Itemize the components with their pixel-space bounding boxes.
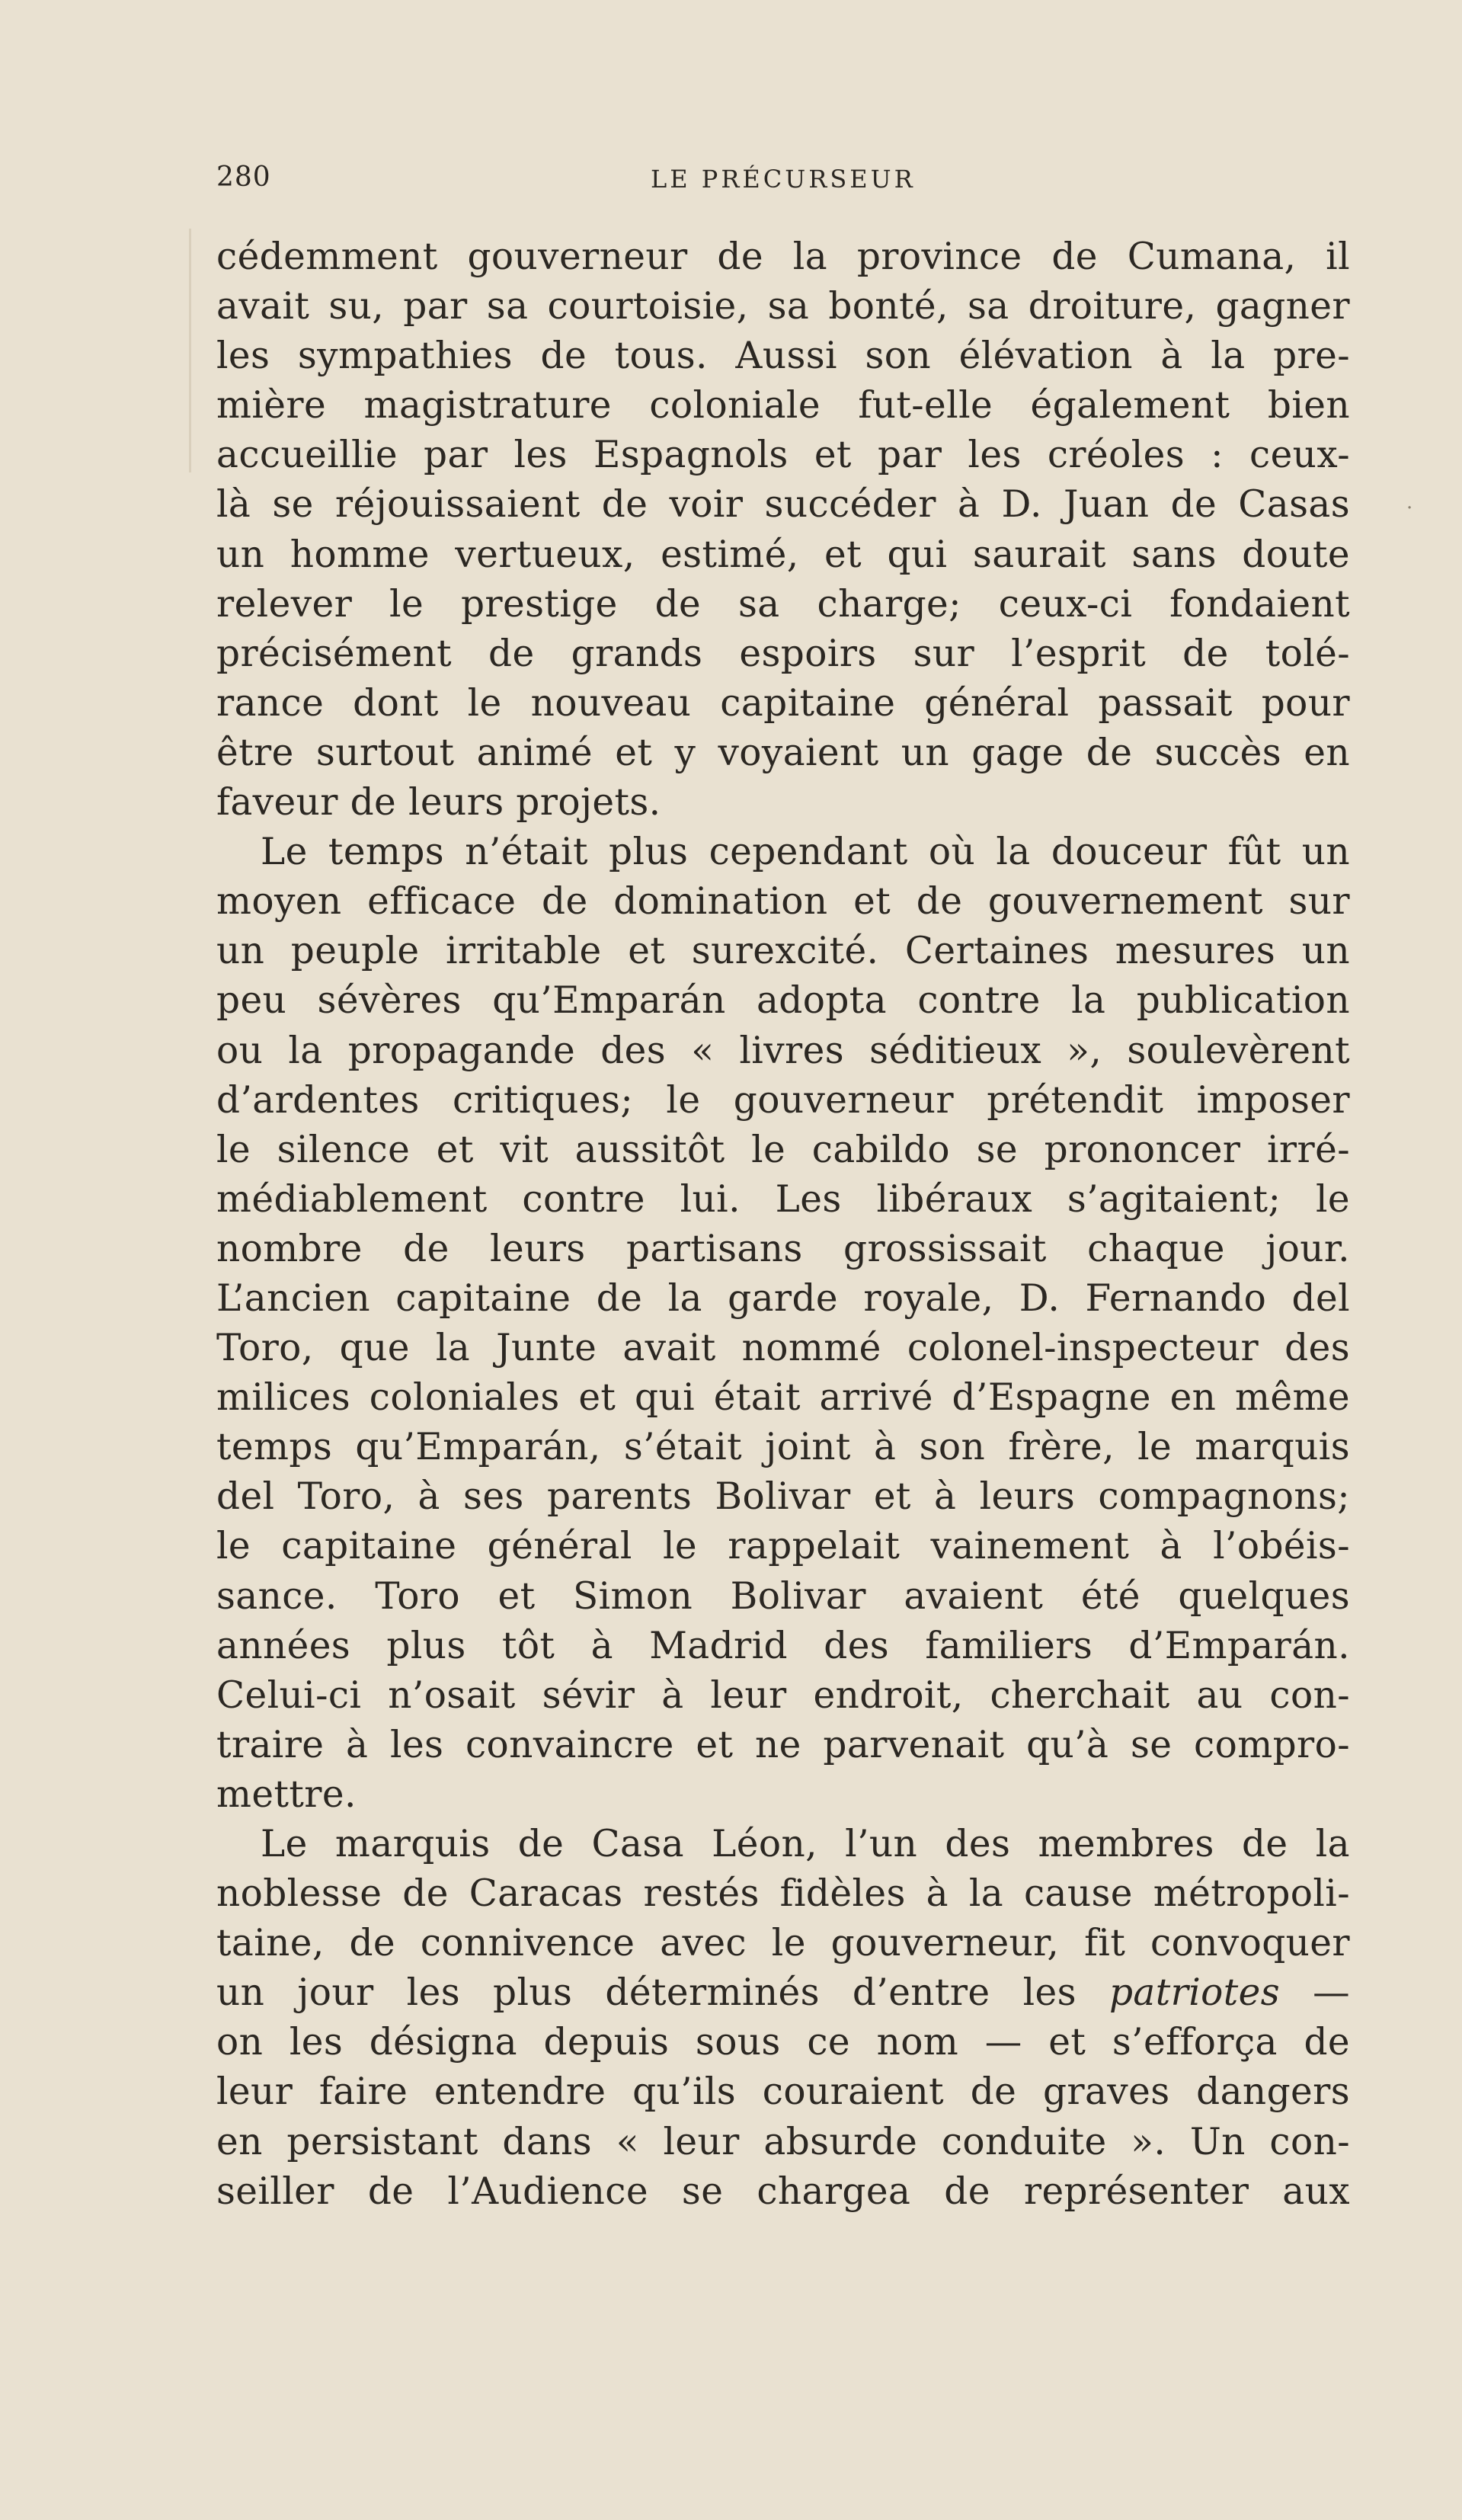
text-line: en persistant dans « leur absurde conduite ». Un con-	[216, 2120, 1350, 2163]
text-line: le silence et vit aussitôt le cabildo se prononcer irré-	[216, 1128, 1350, 1171]
italic-term: patriotes	[1108, 1971, 1280, 2015]
text-line: un homme vertueux, estimé, et qui saurait sans doute	[216, 533, 1350, 576]
text-line: peu sévères qu’Emparán adopta contre la publication	[216, 979, 1350, 1023]
text-line: les sympathies de tous. Aussi son élévation à la pre-	[216, 335, 1350, 378]
running-title: LE PRÉCURSEUR	[651, 165, 916, 194]
text-line: moyen efficace de domination et de gouvernement sur	[216, 880, 1350, 924]
text-line: années plus tôt à Madrid des familiers d’Emparán.	[216, 1624, 1350, 1667]
text-line: nombre de leurs partisans grossissait chaque jour.	[216, 1227, 1350, 1270]
text-line: être surtout animé et y voyaient un gage de succès en	[216, 731, 1350, 774]
text-line: taine, de connivence avec le gouverneur, fit convoquer	[216, 1922, 1350, 1965]
text-line: Celui-ci n’osait sévir à leur endroit, cherchait au con-	[216, 1673, 1350, 1717]
text-line: L’ancien capitaine de la garde royale, D. Fernando del	[216, 1276, 1350, 1320]
page-number: 280	[216, 162, 271, 193]
text-line: cédemment gouverneur de la province de Cumana, il	[216, 235, 1350, 278]
text-line: médiablement contre lui. Les libéraux s’agitaient; le	[216, 1177, 1350, 1221]
text-line: temps qu’Emparán, s’était joint à son frère, le marquis	[216, 1426, 1350, 1469]
text-line: accueillie par les Espagnols et par les créoles : ceux-	[216, 434, 1350, 477]
text-line: relever le prestige de sa charge; ceux-ci fondaient	[216, 582, 1350, 626]
text-segment: un jour les plus déterminés d’entre les	[216, 1971, 1077, 2015]
text-line: Le marquis de Casa Léon, l’un des membres de la	[261, 1823, 1350, 1865]
text-line: traire à les convaincre et ne parvenait qu’à se compro-	[216, 1723, 1350, 1766]
text-line: faveur de leurs projets.	[216, 781, 661, 825]
text-line: d’ardentes critiques; le gouverneur prétendit imposer	[216, 1078, 1350, 1122]
text-line: là se réjouissaient de voir succéder à D. Juan de Casas	[216, 483, 1350, 527]
text-line: leur faire entendre qu’ils couraient de graves dangers	[216, 2070, 1350, 2114]
text-line: Le temps n’était plus cependant où la douceur fût un	[261, 831, 1350, 874]
text-line: del Toro, à ses parents Bolivar et à leurs compagnons;	[216, 1475, 1350, 1519]
margin-mark: ·	[1406, 497, 1413, 520]
text-line: un peuple irritable et surexcité. Certaines mesures un	[216, 930, 1350, 973]
margin-shadow	[189, 229, 191, 472]
text-line: on les désigna depuis sous ce nom — et s’efforça de	[216, 2021, 1350, 2064]
text-line: mière magistrature coloniale fut-elle également bien	[216, 384, 1350, 427]
text-line: noblesse de Caracas restés fidèles à la cause métropoli-	[216, 1872, 1350, 1916]
text-line: ou la propagande des « livres séditieux », soulevèrent	[216, 1029, 1350, 1072]
text-line: précisément de grands espoirs sur l’esprit de tolé-	[216, 632, 1350, 675]
text-line: avait su, par sa courtoisie, sa bonté, sa droiture, gagner	[216, 285, 1350, 328]
text-line: mettre.	[216, 1772, 357, 1816]
em-dash: —	[1313, 1971, 1350, 2015]
text-line: rance dont le nouveau capitaine général passait pour	[216, 681, 1350, 725]
text-line-with-italic	[216, 1968, 1350, 2018]
page-header	[216, 162, 1350, 207]
text-line: Toro, que la Junte avait nommé colonel-inspecteur des	[216, 1327, 1350, 1370]
text-line: sance. Toro et Simon Bolivar avaient été quelques	[216, 1574, 1350, 1618]
text-line: le capitaine général le rappelait vainement à l’obéis-	[216, 1525, 1350, 1568]
text-line: milices coloniales et qui était arrivé d’Espagne en même	[216, 1376, 1350, 1420]
text-line: seiller de l’Audience se chargea de représenter aux	[216, 2169, 1350, 2213]
body-text	[216, 232, 1350, 2217]
